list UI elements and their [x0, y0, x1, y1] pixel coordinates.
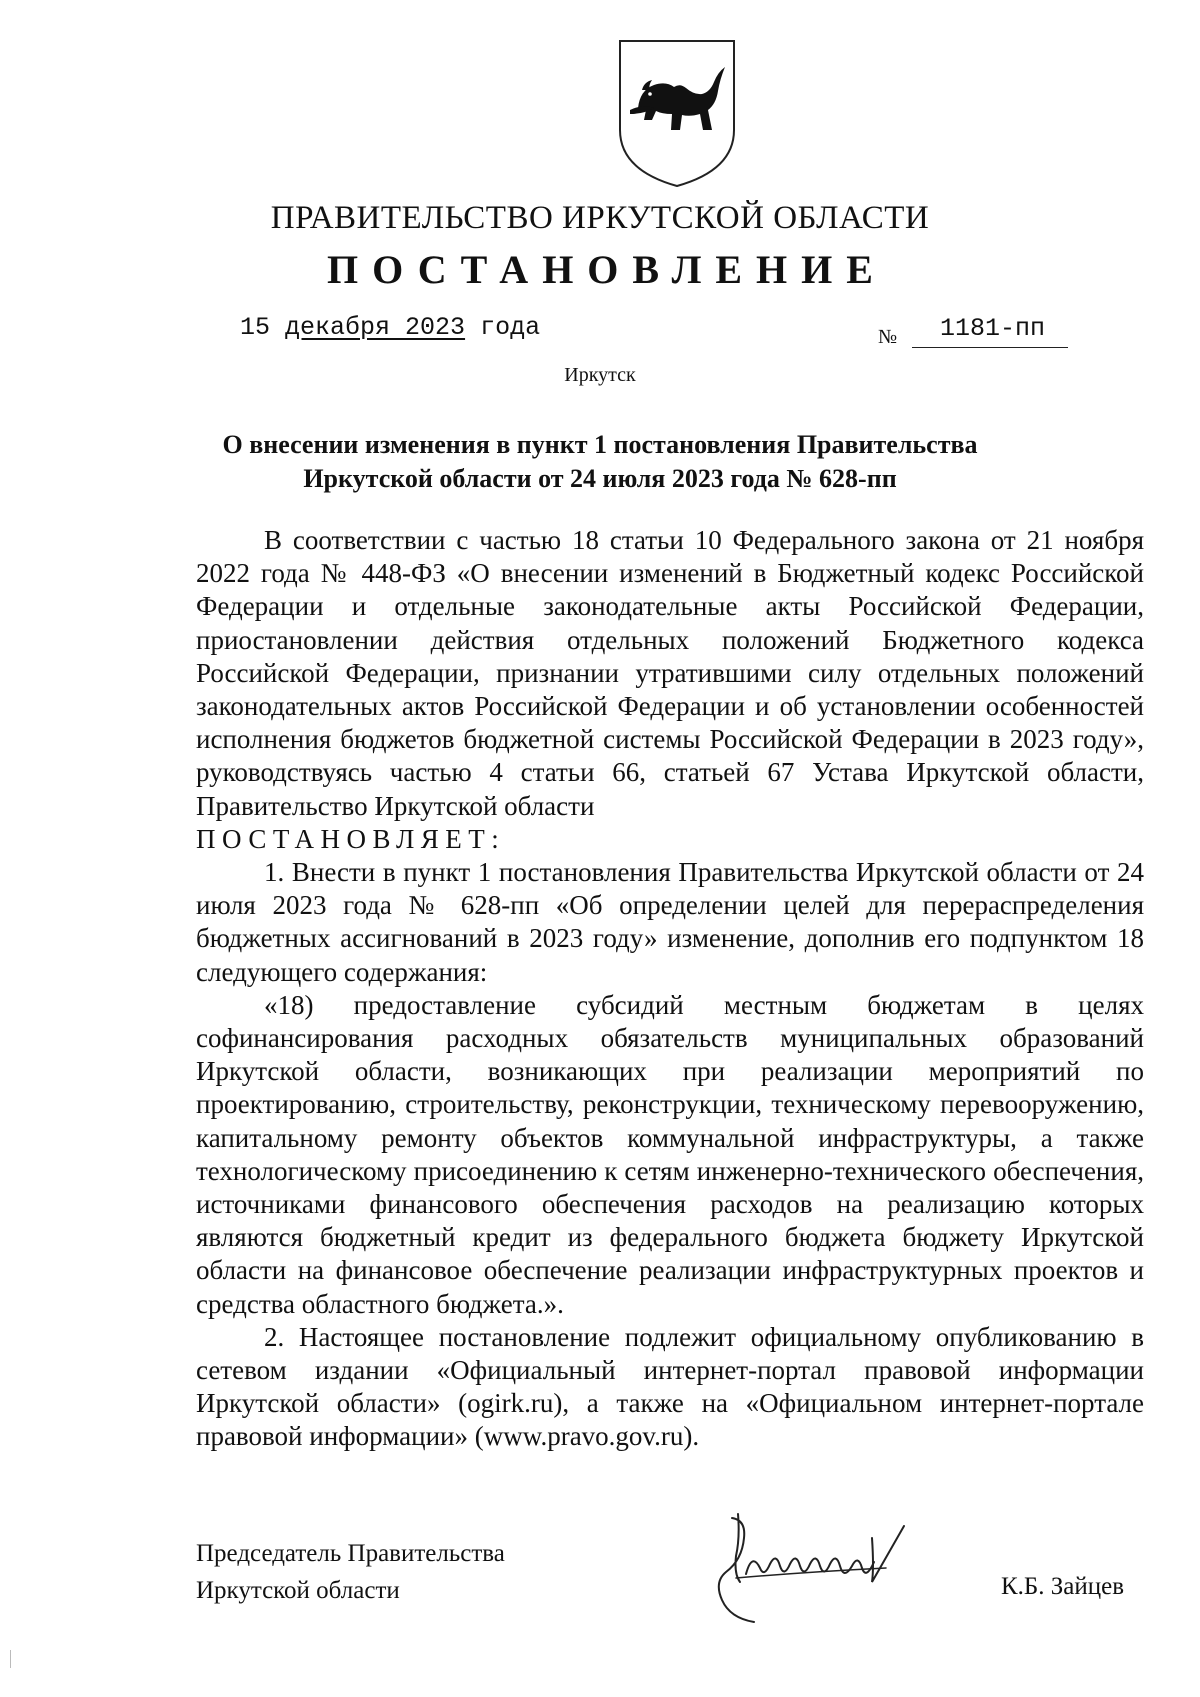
preamble-paragraph: В соответствии с частью 18 статьи 10 Федерального закона от 21 ноября 2022 года № 448-ФЗ «О внесении изменений в Бюджетный кодекс Российской Федерации и отдельные законодательные акты Российской Федерации, приостановлении действия отдельных положений Бюджетного кодекса Российской Федерации, признании утратившими силу отдельных положений законодательных актов Российской Федерации и об установлении особенностей исполнения бюджетов бюджетной системы Российской Федерации в 2023 году», руководствуясь частью 4 статьи 66, статьей 67 Устава Иркутской области, Правительство Иркутской области	[196, 525, 1144, 821]
date-suffix: года	[480, 313, 541, 342]
coat-of-arms-icon	[614, 38, 740, 190]
number-sign: №	[878, 326, 898, 348]
document-type: ПОСТАНОВЛЕНИЕ	[327, 247, 887, 292]
resolves-line: ПОСТАНОВЛЯЕТ:	[196, 823, 506, 854]
government-name: ПРАВИТЕЛЬСТВО ИРКУТСКОЙ ОБЛАСТИ	[270, 200, 930, 236]
signer-title-line-1: Председатель Правительства	[196, 1540, 505, 1567]
document-number	[878, 314, 1068, 354]
heading-line-2: Иркутской области от 24 июля 2023 года № 628-пп	[303, 464, 897, 493]
number-value: 1181-пп	[940, 314, 1046, 343]
document-date	[240, 313, 540, 342]
number-underline	[912, 347, 1068, 348]
item-1-paragraph: 1. Внести в пункт 1 постановления Правительства Иркутской области от 24 июля 2023 года № 628-пп «Об определении целей для перераспределения бюджетных ассигнований в 2023 году» изменение, дополнив его подпунктом 18 следующего содержания:	[196, 857, 1144, 987]
document-city: Иркутск	[564, 364, 636, 386]
signer-title	[196, 1535, 505, 1609]
document-body	[196, 524, 1144, 1454]
item-2-paragraph: 2. Настоящее постановление подлежит официальному опубликованию в сетевом издании «Официальный интернет-портал правовой информации Иркутской области» (ogirk.ru), а также на «Официальном интернет-портале правовой информации» (www.pravo.gov.ru).	[196, 1321, 1144, 1452]
signer-name: К.Б. Зайцев	[1001, 1573, 1125, 1600]
item-1-subpoint: «18) предоставление субсидий местным бюджетам в целях софинансирования расходных обязательств муниципальных образований Иркутской области, возникающих при реализации мероприятий по проектированию, строительству, реконструкции, техническому перевооружению, капитальному ремонту объектов коммунальной инфраструктуры, а также технологическому присоединению к сетям инженерно-технического обеспечения, источниками финансового обеспечения расходов на реализацию которых являются бюджетный кредит из федерального бюджета бюджету Иркутской области на финансовое обеспечение реализации инфраструктурных проектов и средства областного бюджета.».	[196, 989, 1144, 1319]
handwritten-signature	[696, 1508, 956, 1628]
heading-line-1: О внесении изменения в пункт 1 постановления Правительства	[222, 430, 978, 459]
scan-edge-mark	[10, 1650, 11, 1668]
signer-title-line-2: Иркутской области	[196, 1577, 400, 1604]
date-day: 15	[240, 313, 271, 342]
document-heading	[200, 428, 1000, 496]
date-month-year: декабря 2023	[285, 313, 466, 342]
